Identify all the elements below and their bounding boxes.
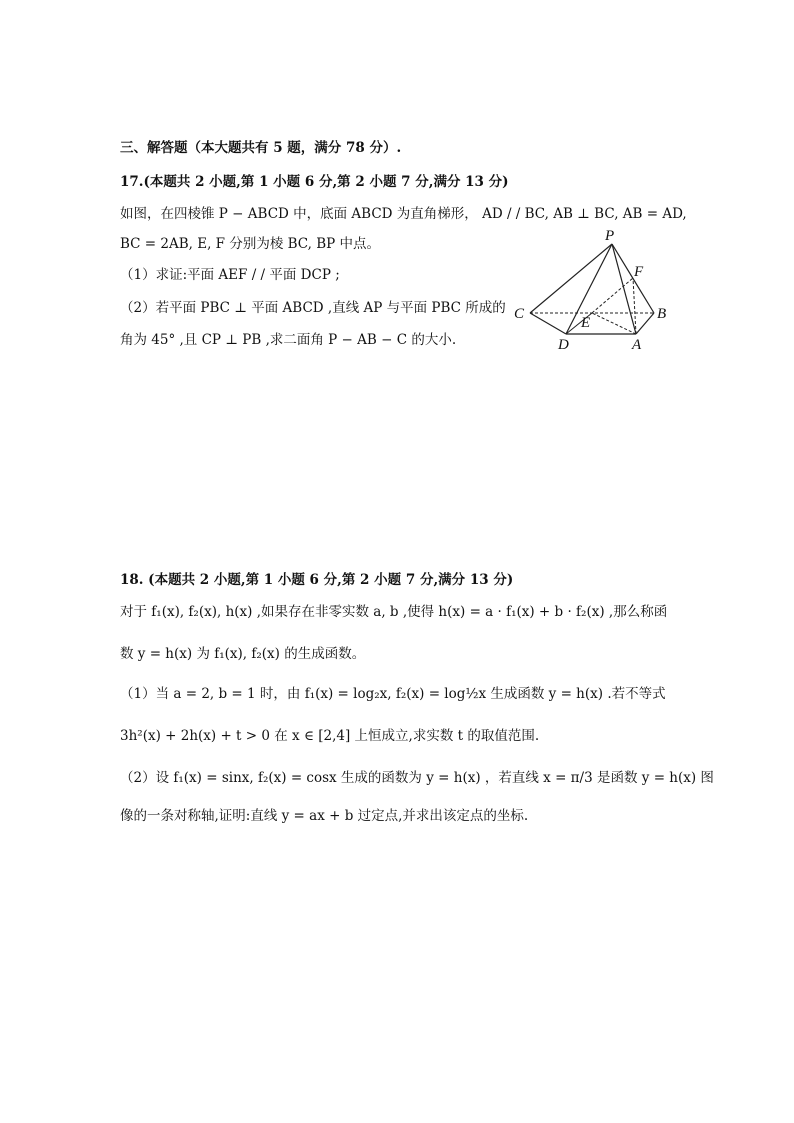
label-P: P	[605, 228, 615, 244]
edge-PA	[612, 244, 636, 334]
segment-AE-hidden	[592, 313, 636, 334]
label-E: E	[581, 315, 591, 331]
q18-part2-line1: （2）设 f₁(x) = sinx, f₂(x) = cosx 生成的函数为 y = h(x) ，若直线 x = π/3 是函数 y = h(x) 图	[120, 770, 714, 786]
q18-def-line1: 对于 f₁(x), f₂(x), h(x) ,如果存在非零实数 a, b ,使得 h(x) = a · f₁(x) + b · f₂(x) ,那么称函	[120, 604, 668, 620]
q17-part1: （1）求证:平面 AEF / / 平面 DCP ;	[120, 267, 340, 283]
label-B: B	[657, 306, 667, 322]
q18-part1-line2: 3h²(x) + 2h(x) + t > 0 在 x ∈ [2,4] 上恒成立,求实数 t 的取值范围.	[120, 728, 540, 744]
pyramid-figure	[508, 228, 680, 354]
label-F: F	[634, 264, 644, 280]
edge-CD	[530, 313, 566, 334]
edge-AB	[636, 313, 654, 334]
edge-PC	[530, 244, 612, 313]
q18-def-line2: 数 y = h(x) 为 f₁(x), f₂(x) 的生成函数。	[120, 646, 366, 662]
q18-header: 18. (本题共 2 小题,第 1 小题 6 分,第 2 小题 7 分,满分 13 分)	[120, 572, 514, 588]
q17-part2-line1: （2）若平面 PBC ⊥ 平面 ABCD ,直线 AP 与平面 PBC 所成的	[120, 300, 506, 316]
q17-stem-line2: BC = 2AB, E, F 分别为棱 BC, BP 中点。	[120, 236, 381, 252]
q18-part1-line1: （1）当 a = 2, b = 1 时，由 f₁(x) = log₂x, f₂(x) = log½x 生成函数 y = h(x) .若不等式	[120, 686, 666, 702]
q17-stem-line1: 如图，在四棱锥 P − ABCD 中，底面 ABCD 为直角梯形， AD / / BC, AB ⊥ BC, AB = AD,	[120, 206, 687, 222]
segment-EF-hidden	[592, 278, 633, 313]
q17-part2-line2: 角为 45° ,且 CP ⊥ PB ,求二面角 P − AB − C 的大小.	[120, 332, 457, 348]
q18-part2-line2: 像的一条对称轴,证明:直线 y = ax + b 过定点,并求出该定点的坐标.	[120, 808, 529, 824]
label-A: A	[632, 337, 642, 353]
label-C: C	[514, 306, 525, 322]
label-D: D	[558, 337, 569, 353]
q17-header: 17.(本题共 2 小题,第 1 小题 6 分,第 2 小题 7 分,满分 13 分)	[120, 174, 509, 190]
section-header: 三、解答题（本大题共有 5 题，满分 78 分）.	[120, 140, 402, 156]
